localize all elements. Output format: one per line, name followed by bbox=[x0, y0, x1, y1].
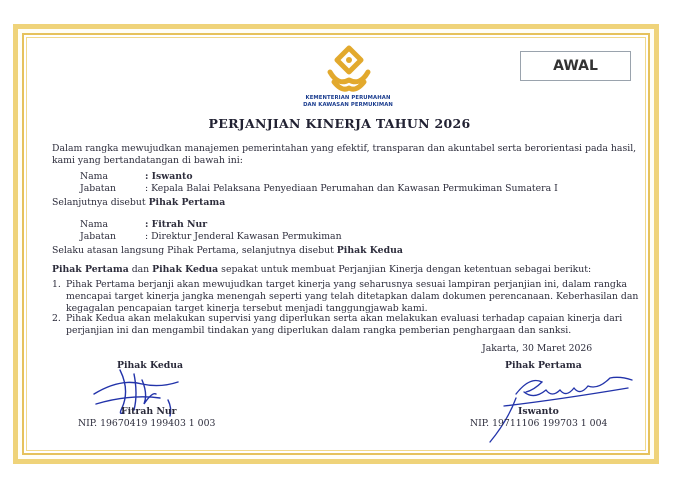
party1-ref-text: Selanjutnya disebut bbox=[52, 197, 146, 208]
right-signatory-name: Iswanto bbox=[518, 406, 559, 417]
clause-1-line-1: Pihak Pertama berjanji akan mewujudkan target kinerja yang seharusnya sesuai lampiran perjanjian ini, dalam rangka bbox=[66, 279, 627, 290]
clause-2-line-2: perjanjian ini dan mengambil tindakan yang diperlukan dalam rangka pemberian penghargaan dan sanksi. bbox=[66, 325, 572, 336]
intro-line-1: Dalam rangka mewujudkan manajemen pemerintahan yang efektif, transparan dan akuntabel serta berorientasi pada hasil, bbox=[52, 143, 637, 154]
party2-reference bbox=[52, 245, 403, 257]
agreement-rest: sepakat untuk membuat Perjanjian Kinerja dengan ketentuan sebagai berikut: bbox=[221, 264, 592, 275]
clause-1-line-2: mencapai target kinerja jangka menengah seperti yang telah ditetapkan dalam dokumen perencanaan. Keberhasilan dan bbox=[66, 291, 639, 302]
left-signatory-nip: NIP. 19670419 199403 1 003 bbox=[78, 418, 216, 429]
party2-ref-text: Selaku atasan langsung Pihak Pertama, selanjutnya disebut bbox=[52, 245, 334, 256]
ministry-name bbox=[283, 95, 413, 109]
document-title: PERJANJIAN KINERJA TAHUN 2026 bbox=[208, 116, 471, 131]
party1-jabatan-value: : Kepala Balai Pelaksana Penyediaan Perumahan dan Kawasan Permukiman Sumatera I bbox=[145, 183, 558, 194]
right-signatory-nip: NIP. 19711106 199703 1 004 bbox=[470, 418, 608, 429]
party2-nama-label: Nama bbox=[80, 219, 109, 230]
clause-1-number: 1. bbox=[52, 279, 61, 290]
left-signatory-name: Fitrah Nur bbox=[121, 406, 177, 417]
party1-nama-label: Nama bbox=[80, 171, 109, 182]
party1-reference bbox=[52, 197, 225, 209]
ministry-logo-icon bbox=[320, 42, 378, 94]
ministry-line-2: DAN KAWASAN PERMUKIMAN bbox=[303, 102, 393, 108]
party2-ref-bold: Pihak Kedua bbox=[336, 245, 403, 256]
clause-1-line-3: kegagalan pencapaian target kinerja tersebut menjadi tanggungjawab kami. bbox=[66, 303, 428, 314]
party2-nama-value: : Fitrah Nur bbox=[145, 219, 208, 230]
agreement-p1: Pihak Pertama bbox=[52, 264, 129, 275]
right-signature-icon bbox=[486, 368, 636, 446]
clause-2-number: 2. bbox=[52, 313, 61, 324]
clause-2-line-1: Pihak Kedua akan melakukan supervisi yang diperlukan serta akan melakukan evaluasi terhadap capaian kinerja dari bbox=[66, 313, 623, 324]
agreement-and: dan bbox=[131, 264, 150, 275]
right-signatory-role: Pihak Pertama bbox=[505, 360, 582, 371]
place-date: Jakarta, 30 Maret 2026 bbox=[482, 343, 593, 354]
left-signatory-role: Pihak Kedua bbox=[117, 360, 184, 371]
agreement-p2: Pihak Kedua bbox=[152, 264, 219, 275]
party1-jabatan-label: Jabatan bbox=[80, 183, 117, 194]
party2-jabatan-value: : Direktur Jenderal Kawasan Permukiman bbox=[145, 231, 342, 242]
ministry-line-1: KEMENTERIAN PERUMAHAN bbox=[305, 95, 391, 101]
awal-stamp: AWAL bbox=[520, 51, 631, 81]
party1-nama-value: : Iswanto bbox=[145, 171, 193, 182]
intro-line-2: kami yang bertandatangan di bawah ini: bbox=[52, 155, 243, 166]
party1-ref-bold: Pihak Pertama bbox=[148, 197, 226, 208]
party2-jabatan-label: Jabatan bbox=[80, 231, 117, 242]
agreement-statement bbox=[52, 264, 591, 276]
